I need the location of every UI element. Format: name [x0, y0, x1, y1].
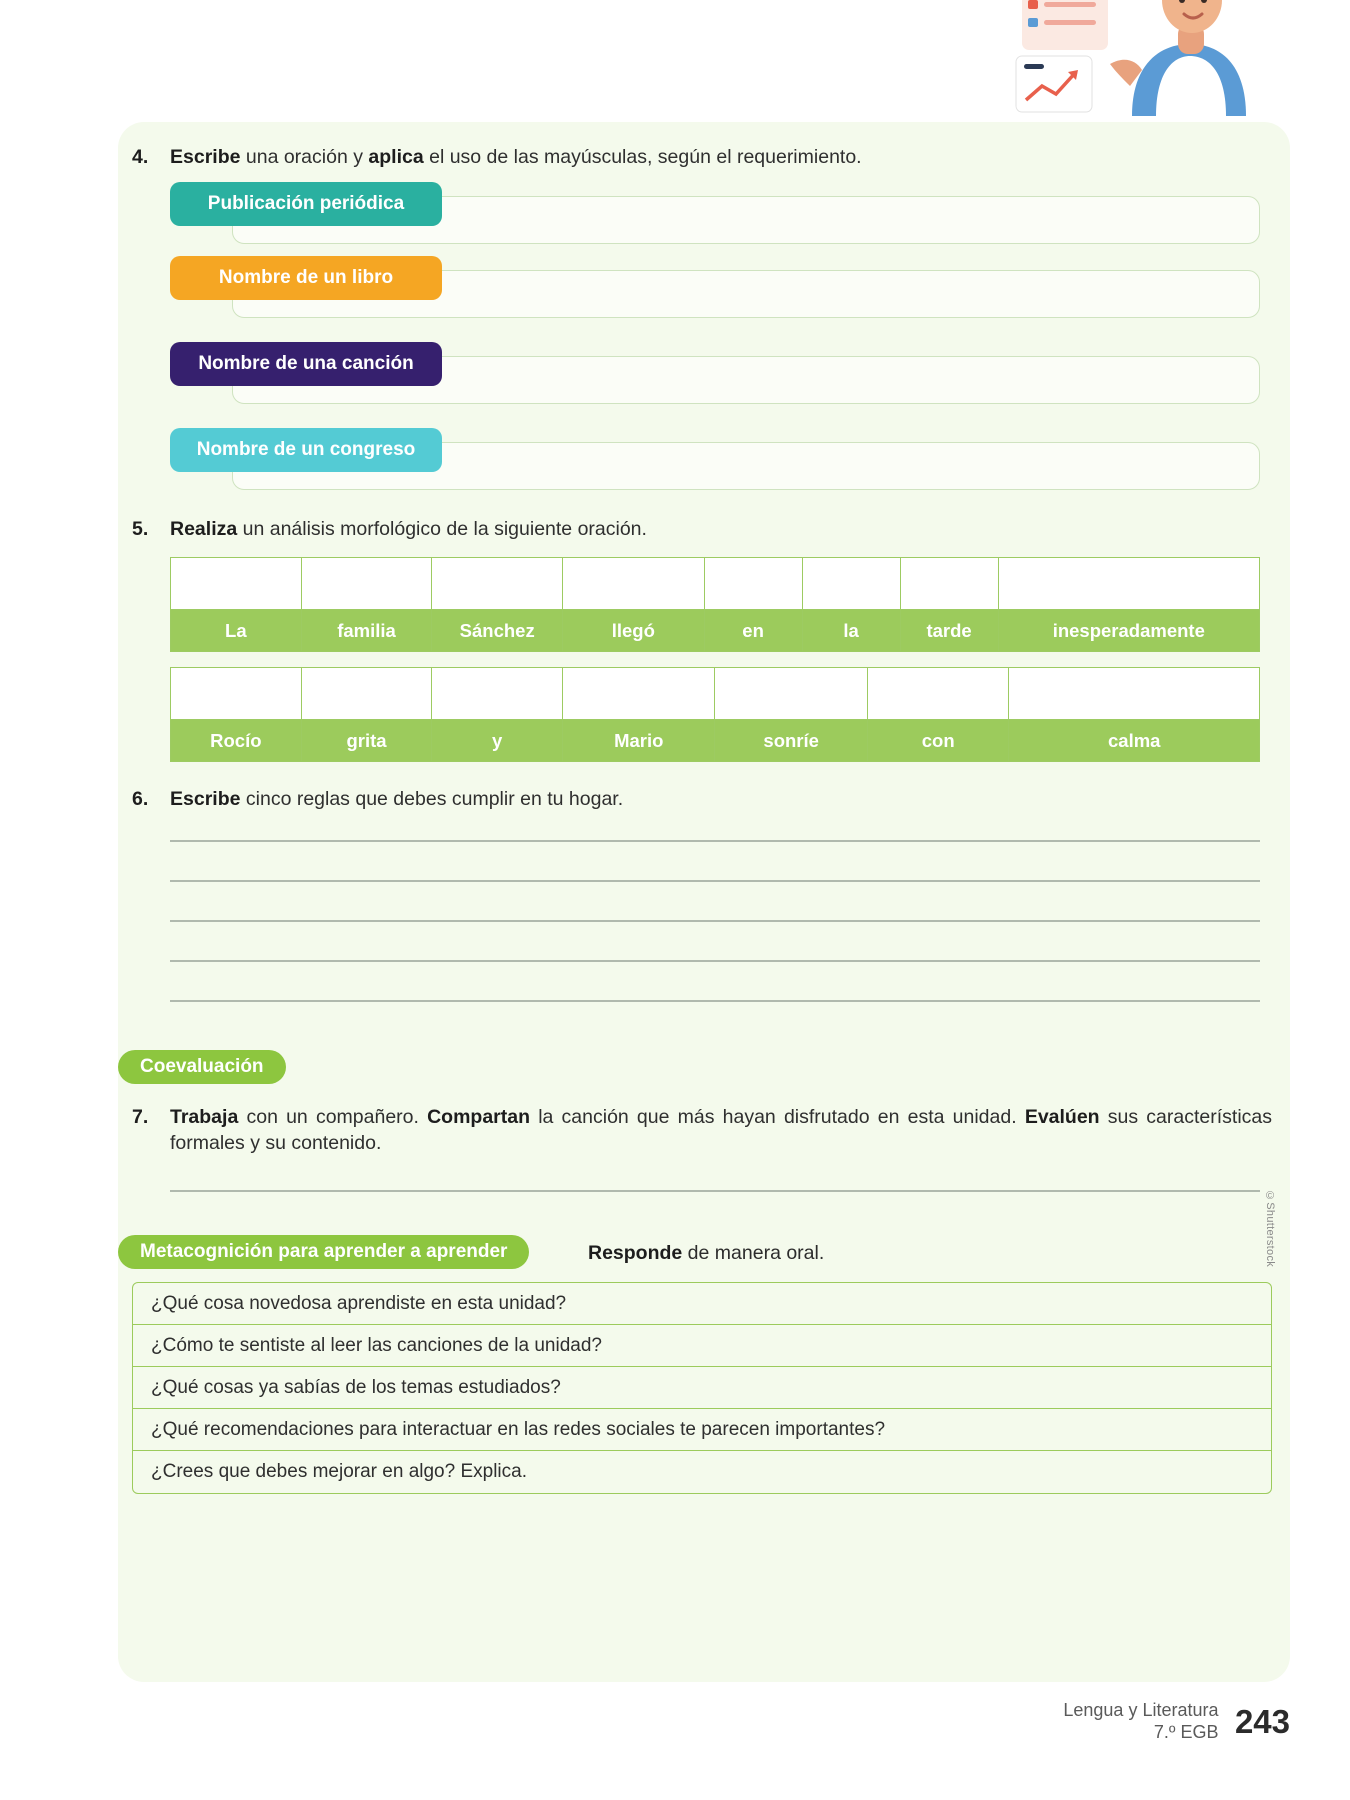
question-row-5: ¿Crees que debes mejorar en algo? Explica. [151, 1461, 527, 1482]
table-row-words-1 [171, 610, 1260, 652]
exercise-7-bold-2: Compartan [427, 1106, 531, 1128]
footer-subject [1063, 1700, 1218, 1743]
exercise-4-bold-1: Escribe [170, 146, 241, 168]
exercise-4-row-1 [170, 182, 1260, 244]
word-cell: Mario [563, 720, 715, 762]
exercise-7-text [170, 1104, 1272, 1157]
word-cell: y [432, 720, 563, 762]
exercise-4-end: el uso de las mayúsculas, según el requerimiento. [423, 146, 862, 168]
question-row-1: ¿Qué cosa novedosa aprendiste en esta unidad? [133, 1283, 1271, 1325]
exercise-4-instruction [170, 144, 1277, 170]
answer-cell[interactable] [998, 558, 1259, 610]
answer-cell[interactable] [432, 558, 563, 610]
exercise-4-row-4 [170, 428, 1260, 490]
exercise-6-bold: Escribe [170, 788, 241, 810]
answer-cell[interactable] [301, 558, 432, 610]
exercise-5-rest: un análisis morfológico de la siguiente oración. [237, 518, 647, 540]
word-cell: Rocío [171, 720, 302, 762]
responde-oral-text [588, 1236, 824, 1270]
answer-line-6-4[interactable] [170, 960, 1260, 962]
metacognition-questions-box [132, 1282, 1272, 1494]
word-cell: tarde [900, 610, 998, 652]
word-cell: llegó [563, 610, 705, 652]
exercise-7-bold-3: Evalúen [1024, 1106, 1100, 1128]
exercise-6 [132, 786, 1277, 812]
word-cell: sonríe [715, 720, 867, 762]
label-nombre-de-una-cancion: Nombre de una canción [170, 342, 442, 386]
question-row-2: ¿Cómo te sentiste al leer las canciones de la unidad? [133, 1325, 1271, 1367]
exercise-6-instruction [170, 786, 1277, 812]
label-publicacion-periodica: Publicación periódica [170, 182, 442, 226]
exercise-5-instruction [170, 516, 1277, 542]
answer-line-6-2[interactable] [170, 880, 1260, 882]
label-nombre-de-un-congreso: Nombre de un congreso [170, 428, 442, 472]
answer-line-7[interactable] [170, 1190, 1260, 1192]
answer-cell[interactable] [563, 558, 705, 610]
exercise-4-number: 4. [132, 146, 149, 168]
answer-cell[interactable] [563, 668, 715, 720]
exercise-4-mid-1: una oración y [240, 146, 369, 168]
responde-bold: Responde [588, 1242, 683, 1264]
word-cell: grita [301, 720, 432, 762]
exercise-7-bold-1: Trabaja [170, 1106, 239, 1128]
section-pill-metacognicion: Metacognición para aprender a aprender [118, 1235, 529, 1269]
word-cell: inesperadamente [998, 610, 1259, 652]
exercise-4-bold-2: aplica [368, 146, 424, 168]
exercise-6-number: 6. [132, 788, 149, 810]
question-row-4: ¿Qué recomendaciones para interactuar en las redes sociales te parecen importantes? [133, 1409, 1271, 1451]
label-nombre-de-un-libro: Nombre de un libro [170, 256, 442, 300]
answer-cell[interactable] [1009, 668, 1260, 720]
exercise-5 [132, 516, 1277, 542]
answer-line-6-1[interactable] [170, 840, 1260, 842]
word-cell: familia [301, 610, 432, 652]
answer-line-6-5[interactable] [170, 1000, 1260, 1002]
exercise-7-mid-1: con un compañero. [238, 1106, 428, 1128]
word-cell: con [867, 720, 1009, 762]
table-row-answers-2 [171, 668, 1260, 720]
answer-cell[interactable] [900, 558, 998, 610]
exercise-4-row-2 [170, 256, 1260, 318]
table-row-answers-1 [171, 558, 1260, 610]
footer-subject-line1: Lengua y Literatura [1063, 1700, 1219, 1720]
answer-cell[interactable] [704, 558, 802, 610]
exercise-7-mid-2: la canción que más hayan disfrutado en esta unidad. [530, 1106, 1025, 1128]
table-row-words-2 [171, 720, 1260, 762]
responde-rest: de manera oral. [682, 1242, 825, 1264]
exercise-5-bold: Realiza [170, 518, 238, 540]
exercise-4 [132, 144, 1277, 170]
word-cell: en [704, 610, 802, 652]
image-credit: ©Shutterstock [1264, 1190, 1276, 1268]
exercise-4-row-3 [170, 342, 1260, 404]
word-cell: Sánchez [432, 610, 563, 652]
page-footer [0, 1700, 1290, 1743]
question-row-3: ¿Qué cosas ya sabías de los temas estudiados? [133, 1367, 1271, 1409]
exercise-7-end: sus características formales y su contenido. [170, 1106, 1273, 1155]
answer-cell[interactable] [715, 668, 867, 720]
answer-cell[interactable] [432, 668, 563, 720]
word-cell: La [171, 610, 302, 652]
word-cell: la [802, 610, 900, 652]
answer-line-6-3[interactable] [170, 920, 1260, 922]
exercise-5-number: 5. [132, 518, 149, 540]
answer-cell[interactable] [301, 668, 432, 720]
student-illustration [1014, 0, 1274, 118]
answer-cell[interactable] [171, 558, 302, 610]
exercise-7-number: 7. [132, 1106, 149, 1128]
worksheet-page [118, 122, 1290, 1682]
morphology-table-1 [170, 557, 1260, 652]
answer-cell[interactable] [171, 668, 302, 720]
exercise-6-rest: cinco reglas que debes cumplir en tu hogar. [240, 788, 624, 810]
exercise-7 [132, 1104, 1272, 1157]
morphology-table-2 [170, 667, 1260, 762]
word-cell: calma [1009, 720, 1260, 762]
page-number: 243 [1234, 1702, 1290, 1740]
answer-cell[interactable] [802, 558, 900, 610]
answer-cell[interactable] [867, 668, 1009, 720]
section-pill-coevaluacion: Coevaluación [118, 1050, 286, 1084]
footer-subject-line2: 7.º EGB [1153, 1721, 1219, 1742]
